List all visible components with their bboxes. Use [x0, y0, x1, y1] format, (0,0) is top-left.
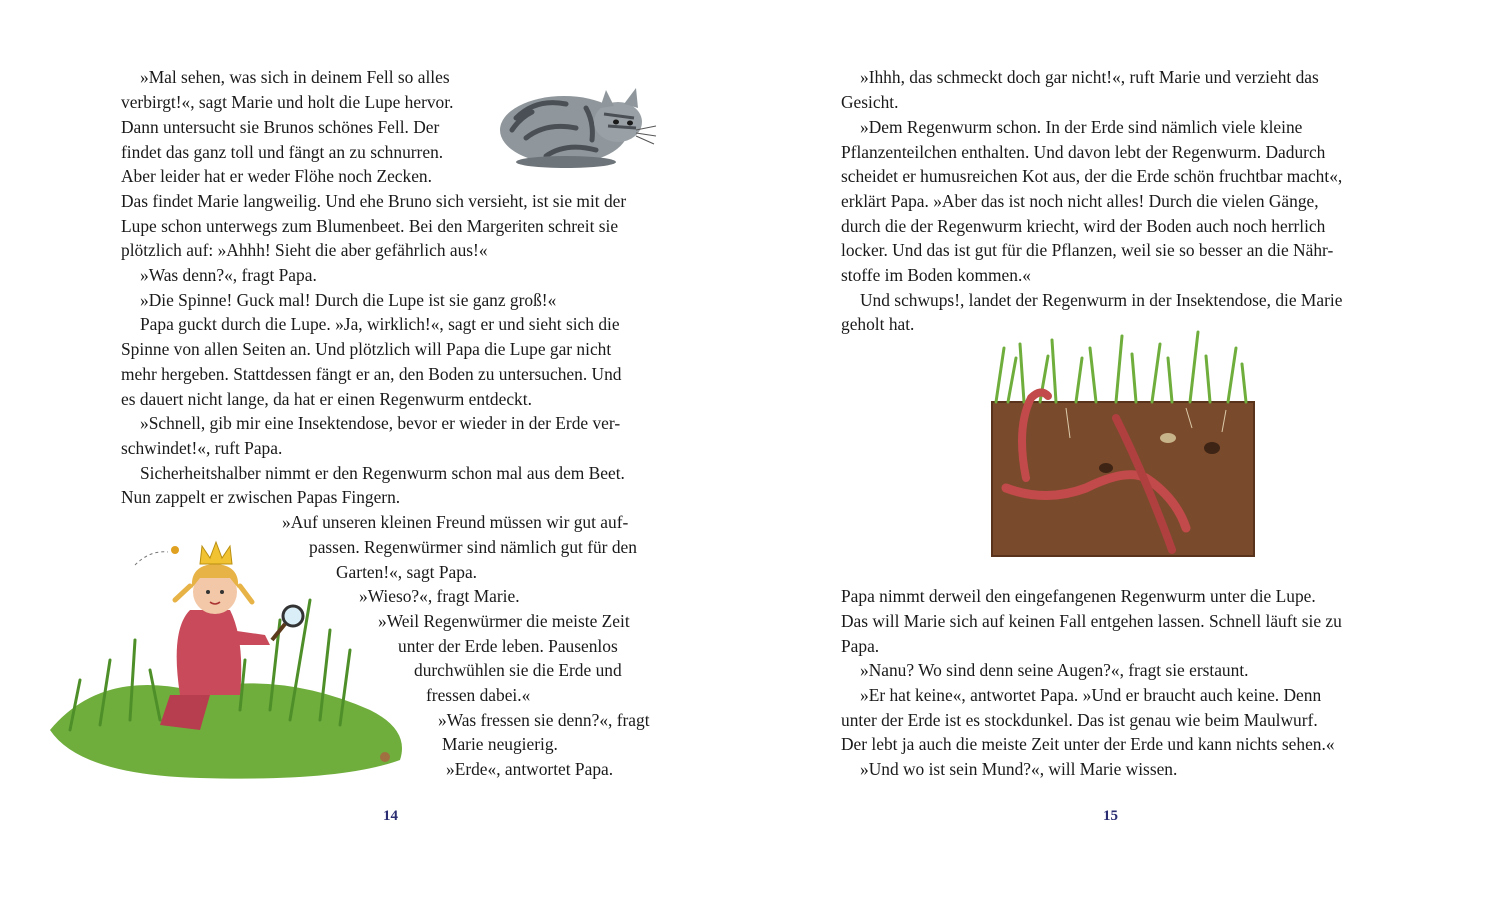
text-line: »Wieso?«, fragt Marie.	[359, 586, 520, 606]
text-line: findet das ganz toll und fängt an zu schnurren.	[121, 142, 444, 162]
right-page	[750, 0, 1500, 913]
text-line: »Nanu? Wo sind denn seine Augen?«, fragt sie erstaunt.	[860, 660, 1249, 680]
page-number: 15	[1103, 808, 1118, 824]
text-line: plötzlich auf: »Ahhh! Sieht die aber gefährlich aus!«	[121, 240, 488, 260]
text-line: es dauert nicht lange, da hat er einen Regenwurm entdeckt.	[121, 389, 532, 409]
text-line: scheidet er humusreichen Kot aus, der die Erde schön fruchtbar macht«,	[841, 166, 1343, 186]
cat-illustration	[496, 78, 658, 170]
text-line: Marie neugierig.	[442, 734, 558, 754]
text-line: Spinne von allen Seiten an. Und plötzlich will Papa die Lupe gar nicht	[121, 339, 612, 359]
text-line: Garten!«, sagt Papa.	[336, 562, 478, 582]
text-line: »Auf unseren kleinen Freund müssen wir gut auf-	[282, 512, 629, 532]
text-line: verbirgt!«, sagt Marie und holt die Lupe hervor.	[121, 92, 454, 112]
text-line: »Und wo ist sein Mund?«, will Marie wissen.	[860, 759, 1178, 779]
text-line: Und schwups!, landet der Regenwurm in der Insektendose, die Marie	[860, 290, 1343, 310]
text-line: »Was denn?«, fragt Papa.	[140, 265, 317, 285]
text-line: durch die der Regenwurm kriecht, wird der Boden auch noch herrlich	[841, 216, 1326, 236]
text-line: Nun zappelt er zwischen Papas Fingern.	[121, 487, 401, 507]
text-line: Aber leider hat er weder Flöhe noch Zecken.	[121, 166, 432, 186]
text-line: schwindet!«, ruft Papa.	[121, 438, 283, 458]
text-line: »Die Spinne! Guck mal! Durch die Lupe ist sie ganz groß!«	[140, 290, 557, 310]
text-line: »Mal sehen, was sich in deinem Fell so alles	[140, 67, 450, 87]
text-line: Gesicht.	[841, 92, 899, 112]
text-line: »Erde«, antwortet Papa.	[446, 759, 614, 779]
page-number: 14	[383, 808, 398, 824]
text-line: Dann untersucht sie Brunos schönes Fell. Der	[121, 117, 440, 137]
text-line: passen. Regenwürmer sind nämlich gut für den	[309, 537, 637, 557]
text-line: »Er hat keine«, antwortet Papa. »Und er braucht auch keine. Denn	[860, 685, 1322, 705]
text-line: Papa.	[841, 636, 880, 656]
text-line: »Ihhh, das schmeckt doch gar nicht!«, ruft Marie und verzieht das	[860, 67, 1319, 87]
text-line: mehr hergeben. Stattdessen fängt er an, den Boden zu untersuchen. Und	[121, 364, 622, 384]
text-line: »Weil Regenwürmer die meiste Zeit	[378, 611, 630, 631]
text-line: »Was fressen sie denn?«, fragt	[438, 710, 650, 730]
text-line: unter der Erde leben. Pausenlos	[398, 636, 618, 656]
text-line: erklärt Papa. »Aber das ist noch nicht alles! Durch die vielen Gänge,	[841, 191, 1319, 211]
text-line: Das findet Marie langweilig. Und ehe Bruno sich versieht, ist sie mit der	[121, 191, 627, 211]
text-line: stoffe im Boden kommen.«	[841, 265, 1031, 285]
text-line: »Schnell, gib mir eine Insektendose, bevor er wieder in der Erde ver-	[140, 413, 621, 433]
text-line: fressen dabei.«	[426, 685, 531, 705]
text-line: Sicherheitshalber nimmt er den Regenwurm schon mal aus dem Beet.	[140, 463, 625, 483]
text-line: »Dem Regenwurm schon. In der Erde sind nämlich viele kleine	[860, 117, 1303, 137]
text-line: Papa nimmt derweil den eingefangenen Regenwurm unter die Lupe.	[841, 586, 1316, 606]
text-line: Lupe schon unterwegs zum Blumenbeet. Bei den Margeriten schreit sie	[121, 216, 619, 236]
text-line: durchwühlen sie die Erde und	[414, 660, 622, 680]
text-line: unter der Erde ist es stockdunkel. Das ist genau wie beim Maulwurf.	[841, 710, 1318, 730]
text-line: Das will Marie sich auf keinen Fall entgehen lassen. Schnell läuft sie zu	[841, 611, 1342, 631]
text-line: geholt hat.	[841, 314, 915, 334]
earthworm-soil-illustration	[986, 328, 1268, 560]
text-line: locker. Und das ist gut für die Pflanzen, weil sie so besser an die Nähr-	[841, 240, 1334, 260]
text-line: Der lebt ja auch die meiste Zeit unter der Erde und kann nichts sehen.«	[841, 734, 1335, 754]
text-line: Pflanzenteilchen enthalten. Und davon lebt der Regenwurm. Dadurch	[841, 142, 1326, 162]
text-line: Papa guckt durch die Lupe. »Ja, wirklich!«, sagt er und sieht sich die	[140, 314, 620, 334]
